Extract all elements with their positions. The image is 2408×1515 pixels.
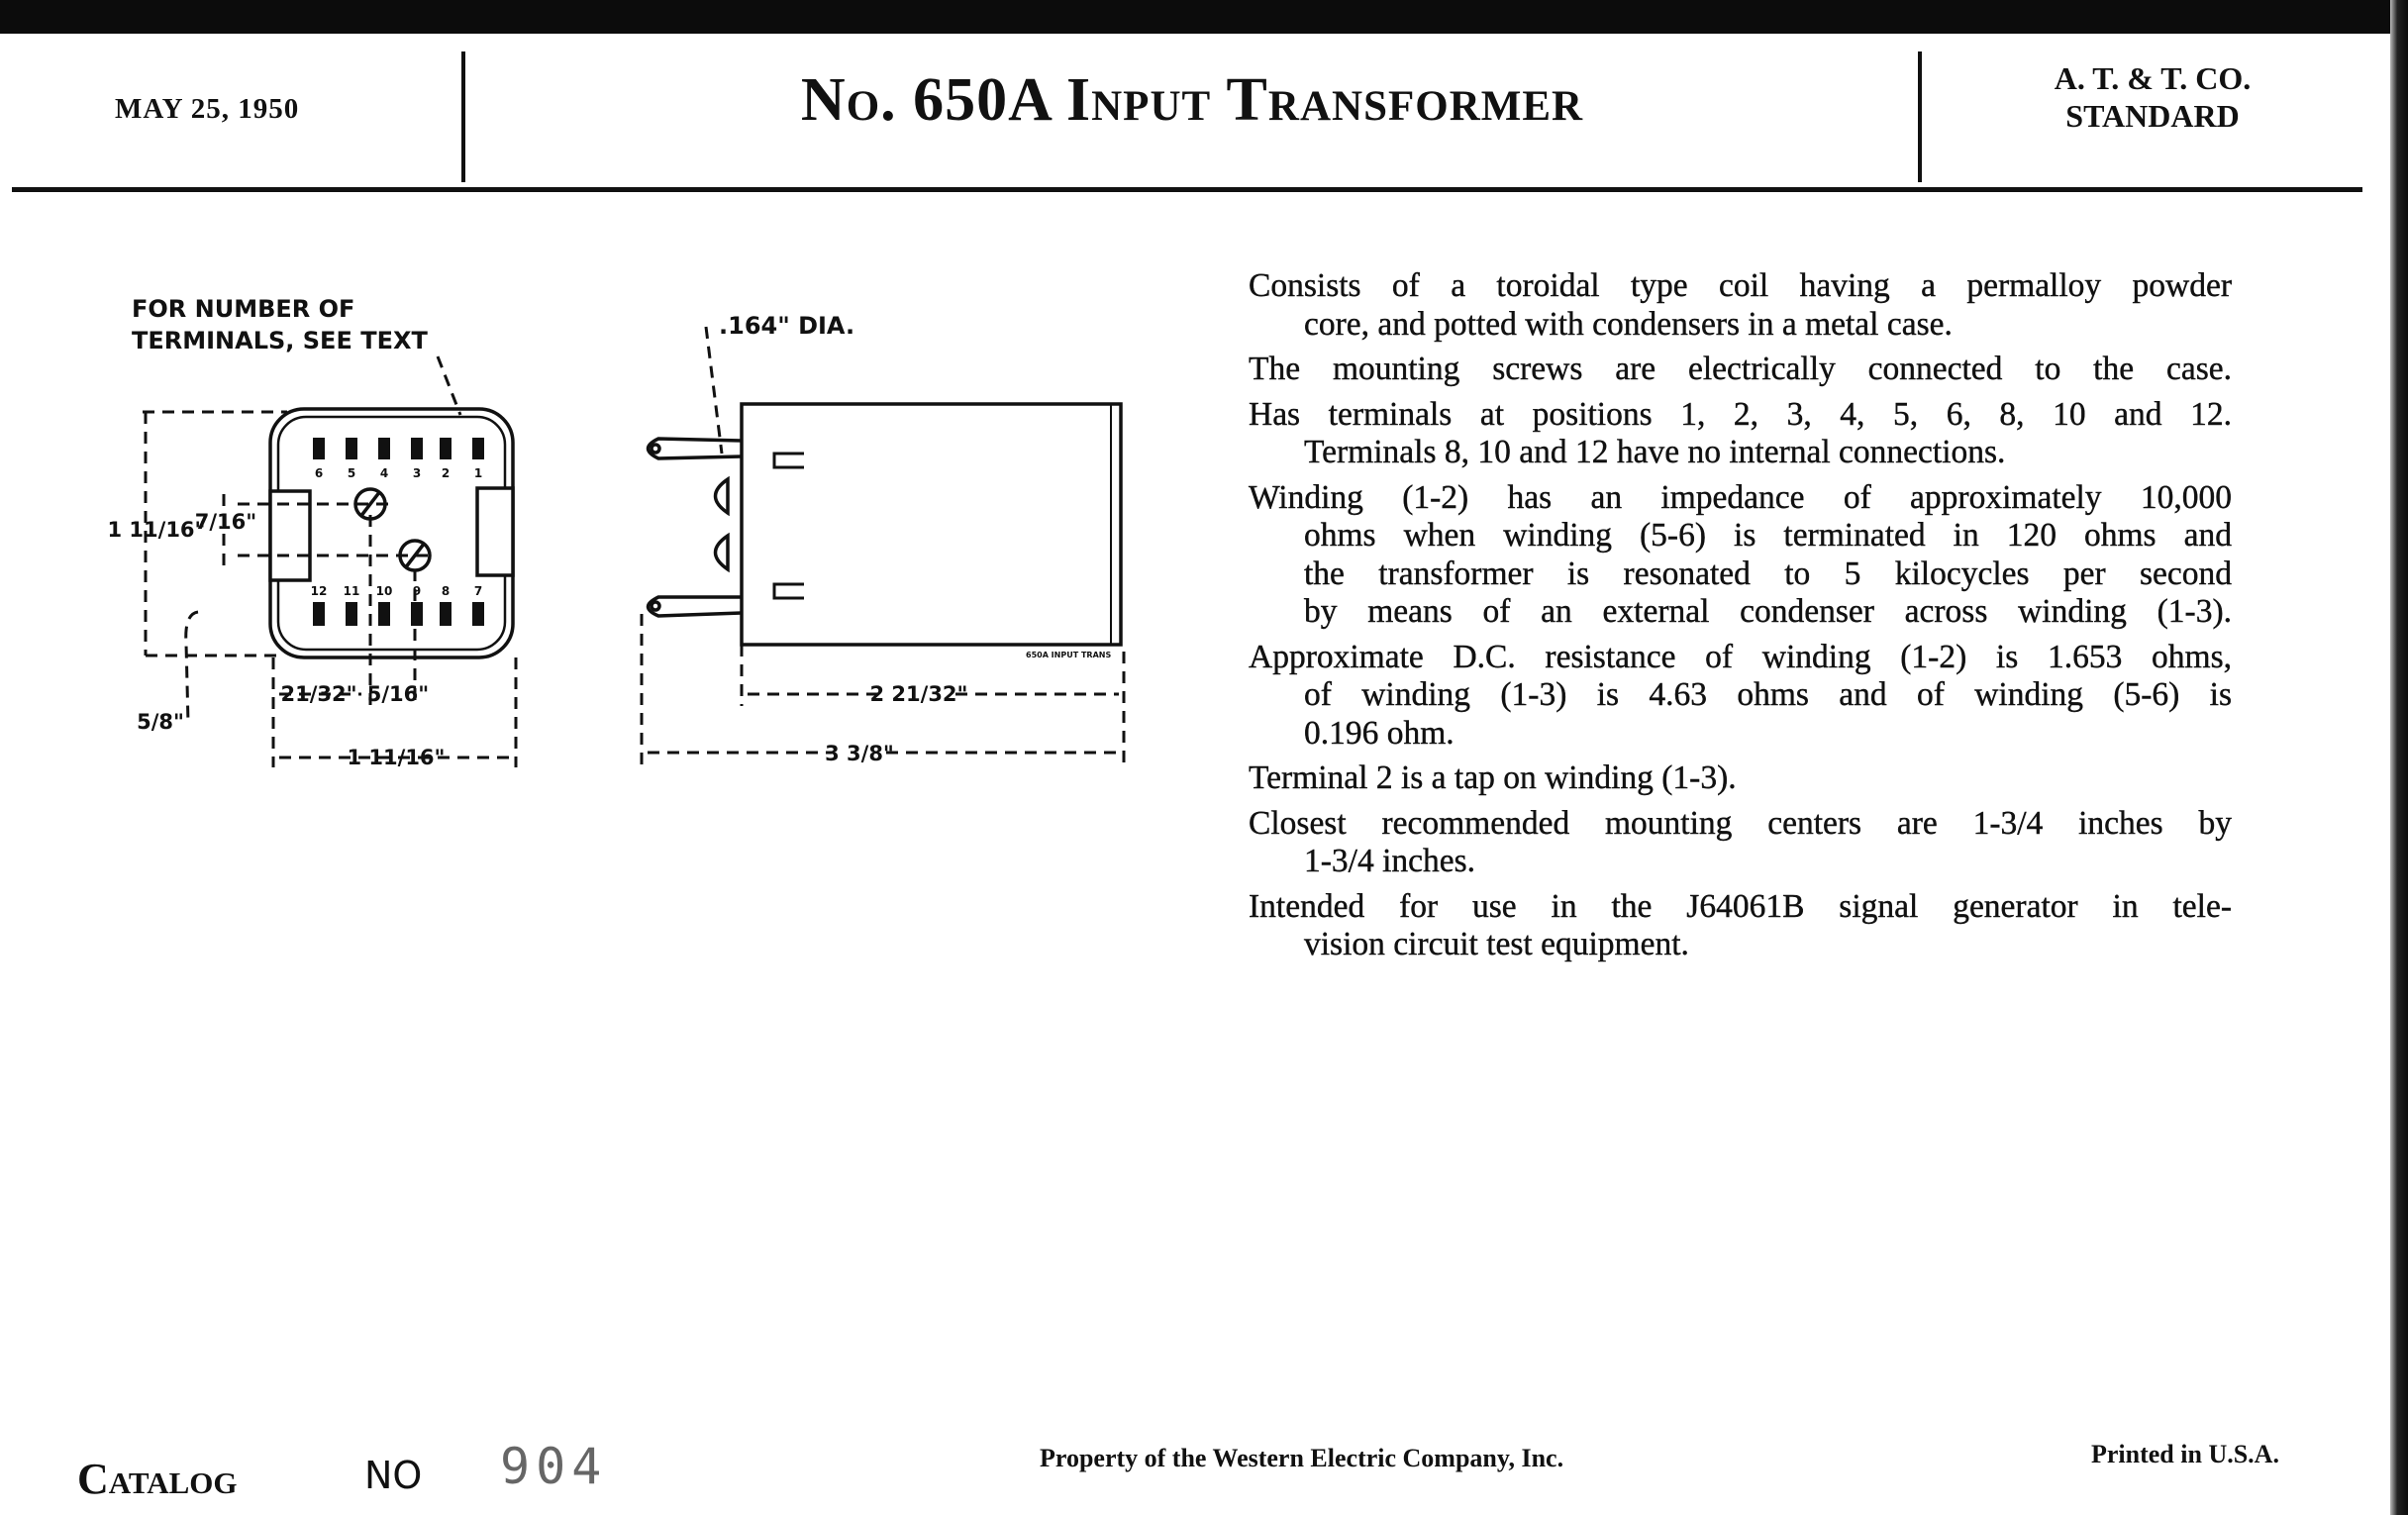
property-notice: Property of the Western Electric Company, Inc. — [1040, 1444, 1564, 1472]
dim-overall-length: 3 3/8" — [825, 742, 894, 765]
standard-text: STANDARD — [2065, 98, 2240, 134]
text-line: Terminal 2 is a tap on winding (1-3). — [1249, 759, 1737, 796]
dim-mount-offset: 5/8" — [137, 710, 184, 734]
catalog-label: Catalog — [77, 1455, 238, 1503]
description-paragraph — [1249, 888, 2232, 964]
text-line: The mounting screws are electrically connected to the case. — [1249, 351, 2232, 387]
dim-width: 1 11/16" — [347, 746, 446, 769]
terminal-lug-icon — [649, 597, 743, 616]
terminal-number: 7 — [473, 584, 483, 598]
text-line: by means of an external condenser across winding (1-3). — [1304, 593, 2232, 630]
terminal-number: 9 — [412, 584, 422, 598]
text-line: of winding (1-3) is 4.63 ohms and of winding (5-6) is — [1304, 676, 2232, 713]
dim-mount-spacing: 7/16" — [194, 510, 257, 534]
terminal-lug-icon — [649, 439, 743, 458]
text-line: Consists of a toroidal type coil having a permalloy powder — [1249, 267, 2232, 304]
dim-screw-spacing: 5/16" — [366, 682, 430, 706]
terminal-number: 12 — [310, 584, 328, 598]
front-view-case-inner — [278, 417, 505, 650]
text-line: the transformer is resonated to 5 kilocycles per second — [1304, 555, 2232, 592]
terminal-note: FOR NUMBER OF — [132, 295, 355, 323]
text-line: Terminals 8, 10 and 12 have no internal connections. — [1304, 434, 2006, 470]
terminal-number: 11 — [343, 584, 360, 598]
dim-case-length: 2 21/32" — [869, 682, 968, 706]
terminal-number: 4 — [379, 466, 389, 480]
standard-company: A. T. & T. CO. — [2054, 60, 2252, 96]
description — [1249, 267, 2232, 971]
text-line: 1-3/4 inches. — [1304, 843, 1476, 879]
terminal-number: 5 — [347, 466, 356, 480]
text-line: vision circuit test equipment. — [1304, 926, 1689, 962]
right-mounting-tab — [477, 488, 513, 575]
description-paragraph — [1249, 759, 2232, 798]
text-line: Intended for use in the J64061B signal generator in tele- — [1249, 887, 2232, 925]
terminal-note: TERMINALS, SEE TEXT — [132, 327, 428, 354]
terminal-number: 10 — [375, 584, 393, 598]
screw-head-icon — [716, 479, 729, 513]
screw-head-icon — [716, 536, 729, 569]
text-line: Closest recommended mounting centers are 1-3/4 inches by — [1249, 804, 2232, 842]
page-title: No. 650A Input Transformer — [800, 66, 1584, 134]
dim-left-offset: 21/32" — [280, 682, 357, 706]
text-line: core, and potted with condensers in a metal case. — [1304, 305, 1953, 343]
description-paragraph — [1249, 479, 2232, 632]
terminal-number: 8 — [441, 584, 451, 598]
issue-date: MAY 25, 1950 — [115, 93, 300, 125]
case-marking: 650A INPUT TRANS — [1026, 651, 1112, 659]
description-paragraph — [1249, 351, 2232, 389]
description-paragraph — [1249, 267, 2232, 344]
text-line: Approximate D.C. resistance of winding (1-2) is 1.653 ohms, — [1249, 638, 2232, 675]
catalog-no-label: NO — [364, 1454, 423, 1497]
terminal-number: 6 — [314, 466, 324, 480]
text-line: Has terminals at positions 1, 2, 3, 4, 5, 6, 8, 10 and 12. — [1249, 395, 2232, 433]
slot-mark-icon — [774, 584, 804, 598]
printed-notice: Printed in U.S.A. — [2091, 1440, 2279, 1468]
description-paragraph — [1249, 639, 2232, 754]
text-line: ohms when winding (5-6) is terminated in 120 ohms and — [1304, 517, 2232, 554]
description-paragraph — [1249, 396, 2232, 472]
terminal-number: 1 — [473, 466, 483, 480]
text-line: Winding (1-2) has an impedance of approximately 10,000 — [1249, 478, 2232, 516]
text-line: 0.196 ohm. — [1304, 714, 1455, 752]
slot-mark-icon — [774, 454, 804, 467]
terminal-number: 3 — [412, 466, 422, 480]
side-view-case — [742, 404, 1121, 645]
terminal-number: 2 — [441, 466, 451, 480]
description-paragraph — [1249, 805, 2232, 881]
hole-dia-label: .164" DIA. — [719, 312, 855, 340]
dim-height: 1 11/16" — [107, 518, 206, 542]
catalog-number: 904 — [500, 1438, 608, 1495]
